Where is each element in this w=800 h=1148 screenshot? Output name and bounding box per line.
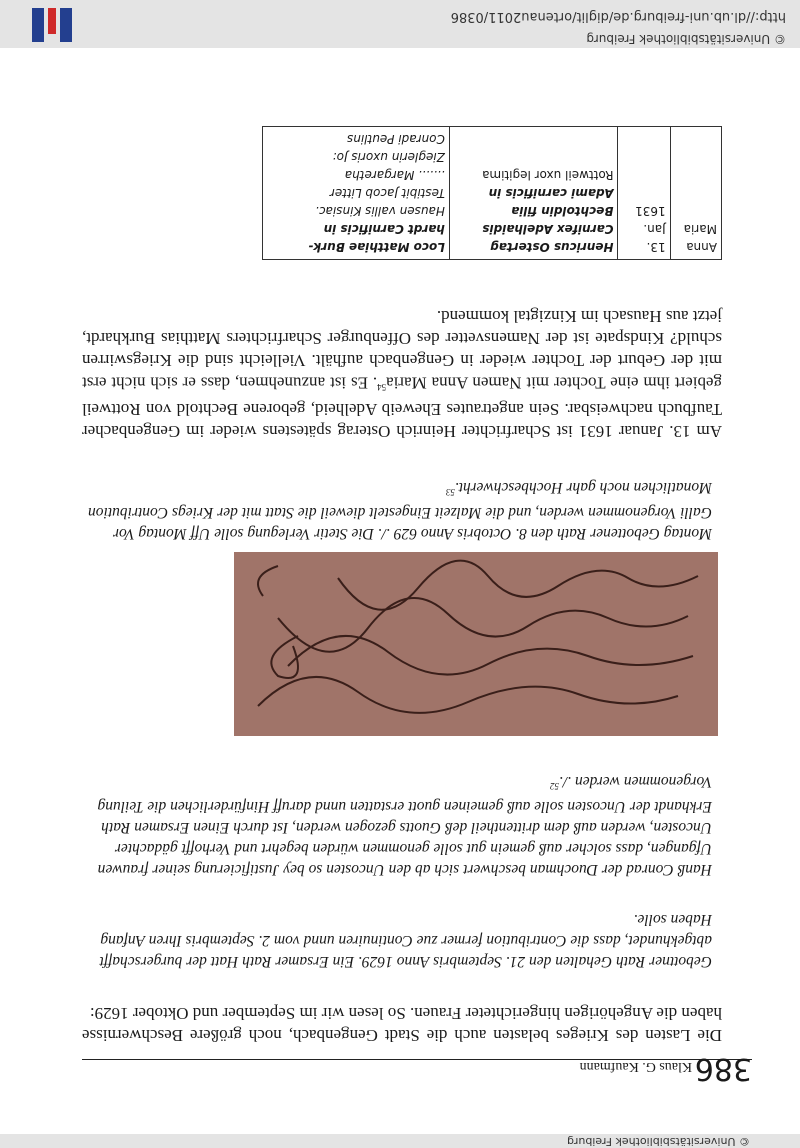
- running-author: Klaus G. Kaufmann: [579, 1059, 692, 1074]
- child-second-name: Maria: [683, 222, 717, 236]
- godparents-cell: [263, 127, 450, 260]
- paragraph-ostertag-part1: Am 13. Januar 1631 ist Scharfrichter Heinrich Osterag spätestens wieder im Gengenbacher Taufbuch nachweisbar. Sein angetrautes Eheweib Adelheid, geborene Bechtold von Rottweil gebiert ihm eine Tochter mit Namen Anna Maria: [82, 373, 722, 441]
- child-first-name: Anna: [686, 240, 717, 254]
- library-credit: © Universitätsbibliothek Freiburg: [586, 32, 786, 46]
- godparent-line-4: Testibit Jacob Litter: [329, 186, 445, 200]
- footnote-ref-52: 52: [550, 781, 560, 791]
- footnote-ref-53: 53: [445, 487, 455, 497]
- table-row: [263, 127, 722, 260]
- date-day: 13. Jan.: [643, 222, 666, 254]
- godparent-line-7: Conradi Peutlins: [347, 132, 445, 146]
- footnote-ref-54: 54: [377, 382, 387, 392]
- mother-origin: Adami carnificis in: [488, 186, 614, 200]
- quote-duochman: [82, 771, 712, 880]
- ub-logo-bar-icon: [32, 8, 44, 42]
- godparent-line-1: Loco Matthiae Burk-: [308, 240, 445, 254]
- manuscript-scan-image: [234, 552, 718, 736]
- page-header: [82, 1051, 752, 1086]
- date-year: 1631: [635, 204, 666, 218]
- mother-maiden: Bechtoldin filia: [511, 204, 614, 218]
- paragraph-ostertag: [82, 305, 722, 442]
- source-url-link[interactable]: http://dl.ub.uni-freiburg.de/diglit/ortenau2011/0386: [450, 9, 786, 24]
- page-number: 386: [694, 1051, 752, 1086]
- parents-cell: [449, 127, 618, 260]
- top-status-text: © Universitätsbibliothek Freiburg: [567, 1135, 750, 1148]
- godparent-line-3: Hausen vallis Kinsiac.: [315, 204, 445, 218]
- mother-origin-place: Rottweil uxor legitima: [482, 168, 614, 182]
- paragraph-ostertag-part2: . Es ist anzunehmen, dass er sich nicht erst mit der Geburt der Tochter wieder in Gengenbach aufhält. Vielleicht sind die Kriegswirren schuld? Kindspate ist der Namensvetter des Offenburger Scharfrichters Matthias Burkhardt, jetzt aus Hausach im Kinzigtal kommend.: [82, 307, 722, 393]
- bottom-source-bar: [0, 0, 800, 48]
- godparent-line-5: ....... Margaretha: [344, 168, 445, 182]
- child-name-cell: [670, 127, 721, 260]
- paragraph-intro: Die Lasten des Krieges belasten auch die Stadt Gengenbach, noch größere Beschwernisse haben die Angehörigen hingerichteter Frauen. So lesen wir im September und Oktober 1629:: [82, 1004, 722, 1045]
- quote-council-1629-10-text: Montag Gebottener Rath den 8. Octobris Anno 629 ./. Die Stetir Verlegung solle Uff Montag Vor Galli Vorgenommen werden, und die Malzeit Eingestelt dieweil die Statt mit der Kriegs Contribution Monatlichen noch gahr Hochbeschwerht.: [88, 478, 712, 542]
- godparent-line-6: Zieglerin uxoris Jo:: [332, 150, 445, 164]
- top-status-bar: [0, 1134, 800, 1148]
- ub-logo-accent-icon: [48, 8, 56, 34]
- quote-council-1629-09: Gebottner Rath Gehalten den 21. Septembris Anno 1629. Ein Ersamer Rath Hatt der burgerschafft abtgekhundet, dass die Contribution fermer zue Continuiren unnd vom 2. Septembris Ihren Anfang Haben solle.: [99, 911, 712, 970]
- ub-logo-icon: [60, 8, 72, 42]
- quote-duochman-text: Hanß Conrad der Duochman beschwert sich ab den Uncosten so bey Justificierung seiner frauwen Ufgangen, dass solcher auß gemein gut solle genommen würden begehrt und Verhofft gädachter Uncosten, werden auß dem drittentheil deß Guotts gezogen werden, Ist durch Einen Ersamen Rath Erkhandt der Uncosten solle auß gemeinen guott erstatten unnd daruff Hinfürderlichen die Teilung Vorgenommen werden ./.: [97, 772, 712, 878]
- baptism-record-table: [262, 126, 722, 260]
- godparent-line-2: hardt Carnificis in: [323, 222, 445, 236]
- date-cell: [618, 127, 670, 260]
- mother-name: Carnifex Adelhaidis: [482, 222, 614, 236]
- quote-council-1629-10: [82, 477, 712, 544]
- father-name: Henricus Ostertag: [490, 240, 614, 254]
